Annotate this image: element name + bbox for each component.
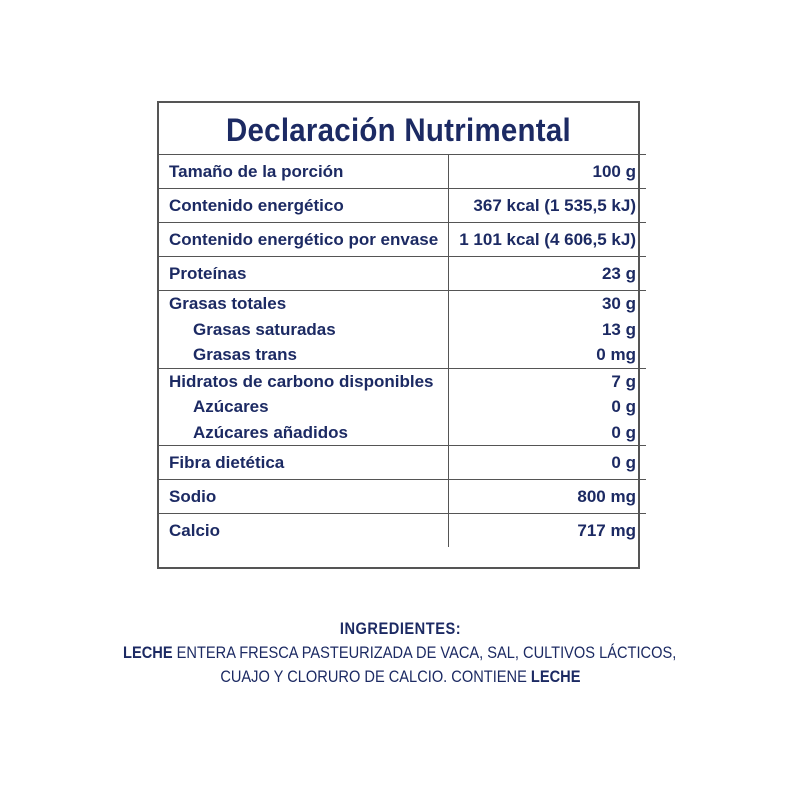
sub-row-value: 13 g [601, 319, 636, 339]
row-value: 800 mg [577, 487, 636, 506]
ingredients-section [0, 617, 800, 689]
table-row [159, 446, 646, 480]
table-row [159, 223, 646, 257]
row-value: 7 g [611, 371, 636, 391]
row-label: Proteínas [169, 264, 247, 283]
nutrition-table [159, 154, 646, 547]
row-label: Tamaño de la porción [169, 162, 344, 181]
sub-row-label: Azúcares [193, 397, 269, 416]
row-value: 100 g [592, 162, 636, 181]
row-value: 367 kcal (1 535,5 kJ) [473, 196, 636, 215]
table-row [159, 257, 646, 291]
ingredients-line-2 [220, 665, 580, 689]
row-value: 717 mg [577, 521, 636, 540]
ingredients-heading [0, 617, 800, 641]
ingredients-line [0, 641, 800, 665]
row-value: 0 g [611, 453, 636, 472]
row-label: Grasas totales [169, 294, 287, 313]
sub-row-value: 0 g [611, 422, 636, 442]
ingredients-text: CUAJO Y CLORURO DE CALCIO. CONTIENE [219, 667, 531, 686]
row-value: 30 g [601, 294, 636, 313]
row-value: 1 101 kcal (4 606,5 kJ) [459, 230, 636, 249]
row-value: 23 g [601, 264, 636, 283]
row-label: Sodio [169, 487, 217, 506]
allergen-highlight: LECHE [530, 667, 581, 686]
table-row [159, 514, 646, 548]
table-row-group [159, 291, 646, 369]
allergen-highlight: LECHE [123, 643, 173, 662]
nutrition-title: Declaración Nutrimental [225, 112, 572, 148]
table-row [159, 155, 646, 189]
ingredients-line-1 [123, 641, 676, 665]
sub-row-label: Grasas trans [193, 345, 297, 364]
table-row [159, 480, 646, 514]
row-label: Hidratos de carbono disponibles [169, 371, 434, 391]
table-row [159, 189, 646, 223]
sub-row-label: Azúcares añadidos [193, 422, 348, 442]
row-label: Fibra dietética [169, 453, 285, 472]
ingredients-line [0, 665, 800, 689]
ingredients-heading-text: INGREDIENTES: [339, 619, 461, 638]
sub-row-value: 0 g [611, 397, 636, 416]
ingredients-text: ENTERA FRESCA PASTEURIZADA DE VACA, SAL, CULTIVOS LÁCTICOS, [172, 643, 677, 662]
sub-row-label: Grasas saturadas [193, 319, 336, 339]
row-label: Calcio [169, 521, 221, 540]
sub-row-value: 0 mg [596, 345, 636, 364]
row-label: Contenido energético [169, 196, 344, 215]
nutrition-facts-panel [157, 101, 640, 569]
table-row-group [159, 368, 646, 446]
row-label: Contenido energético por envase [169, 230, 439, 249]
